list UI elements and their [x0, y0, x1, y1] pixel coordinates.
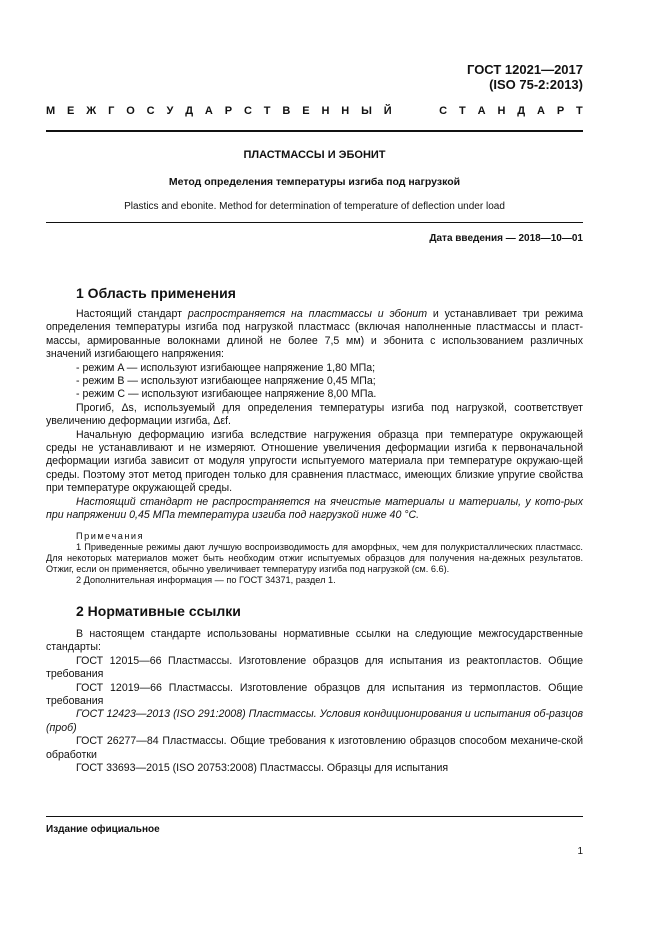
banner-letter: Р [224, 105, 233, 117]
interstate-standard-banner [46, 105, 583, 117]
reference-item [46, 708, 583, 735]
refs-intro: В настоящем стандарте использованы нормативные ссылки на следующие межгосударственные стандарты: [46, 628, 583, 654]
english-title: Plastics and ebonite. Method for determination of temperature of deflection under load [124, 201, 505, 212]
banner-letter: Д [185, 105, 194, 117]
method-title: Метод определения температуры изгиба под нагрузкой [168, 176, 461, 188]
banner-letter: Т [459, 105, 466, 117]
banner-letter: С [146, 105, 155, 117]
banner-letter: Р [556, 105, 565, 117]
banner-letter: Е [302, 105, 310, 117]
iso-number: (ISO 75-2:2013) [489, 77, 583, 92]
banner-letter: С [243, 105, 252, 117]
banner-letter: Ы [361, 105, 372, 117]
scope-paragraph-4 [46, 496, 583, 523]
scope-p1-start: Настоящий стандарт [76, 308, 188, 320]
banner-letter: Д [517, 105, 526, 117]
scope-p1-italic: распространяется на пластмассы и эбонит [187, 308, 428, 320]
note-2: 2 Дополнительная информация — по ГОСТ 34371, раздел 1. [76, 575, 336, 586]
page-number: 1 [577, 846, 583, 857]
footer-rule [46, 816, 583, 817]
mode-c-item: - режим C — используют изгибающее напряжение 8,00 МПа. [76, 388, 377, 401]
banner-letter: Н [321, 105, 330, 117]
scope-p1-end: и устанавливает три режима определения температуры изгиба под нагрузкой пластмасс (включая наполненные пластмассы и пласт-массы, армированные волокнами длиной не более 7,5 мм) и эбонита с использованием различных значений изгибающего напряжения: [46, 308, 583, 361]
banner-letter: Й [383, 105, 392, 117]
banner-letter: А [477, 105, 486, 117]
mode-b-item: - режим B — используют изгибающее напряжение 0,45 МПа; [76, 375, 376, 388]
section-1-heading: 1 Область применения [76, 285, 236, 301]
banner-letter: Т [263, 105, 271, 117]
reference-item: ГОСТ 12019—66 Пластмассы. Изготовление образцов для испытания из термопластов. Общие требования [46, 681, 583, 708]
scope-paragraph-3: Начальную деформацию изгиба вследствие нагружения образца при температуре окружающей среды не устанавливают и не измеряют. Отношение увеличения деформации изгиба к первоначальной деформации изгиба зависит от модуля упругости испытуемого материала при температуре окружаю-щей среды. Поэтому этот метод пригоден только для сравнения пластмасс, имеющих близкие упругие свойства при температуре окружающей среды. [46, 428, 583, 495]
reference-item: ГОСТ 33693—2015 (ISO 20753:2008) Пластмассы. Образцы для испытания [76, 762, 449, 775]
banner-letter: М [46, 105, 56, 117]
banner-letter: А [536, 105, 545, 117]
banner-letter: Н [497, 105, 506, 117]
notes-title: Примечания [76, 530, 145, 541]
header-rule [46, 130, 583, 132]
banner-letter: Г [108, 105, 115, 117]
banner-letter: С [439, 105, 448, 117]
scope-paragraph-1 [46, 308, 583, 362]
scope-paragraph-2: Прогиб, Δs, используемый для определения температуры изгиба под нагрузкой, соответствует увеличению деформации изгиба, Δεf. [46, 401, 583, 428]
reference-item: ГОСТ 26277—84 Пластмассы. Общие требования к изготовлению образцов способом механиче-ской обработки [46, 735, 583, 761]
note-1: 1 Приведенные режимы дают лучшую воспроизводимость для аморфных, чем для полукристаллических пластмасс. Для некоторых материалов может быть необходим отжиг испытуемых образцов для получения на-дежных результатов. Отжиг, если он применяется, обычно увеличивает температуру изгиба под нагрузкой (см. 6.6). [46, 541, 583, 575]
banner-letter: О [126, 105, 135, 117]
section-2-body [46, 628, 583, 775]
banner-letter: У [166, 105, 174, 117]
introduction-date: Дата введения — 2018—10—01 [429, 233, 583, 244]
banner-letter: А [204, 105, 213, 117]
banner-letter: Е [67, 105, 75, 117]
banner-letter: В [282, 105, 291, 117]
official-edition-label: Издание официальное [46, 824, 160, 835]
scope-p4-italic: Настоящий стандарт не распространяется на ячеистые материалы и материалы, у кото-рых при напряжении 0,45 МПа температура изгиба под нагрузкой ниже 40 °С. [46, 495, 583, 522]
section-1-body [46, 308, 583, 587]
document-title: ПЛАСТМАССЫ И ЭБОНИТ [243, 149, 386, 161]
notes-block [46, 531, 583, 587]
banner-letter: Т [576, 105, 583, 117]
banner-letter: Н [341, 105, 350, 117]
reference-item: ГОСТ 12015—66 Пластмассы. Изготовление образцов для испытания из реактопластов. Общие требования [46, 654, 583, 681]
title-rule [46, 222, 583, 223]
standard-number: ГОСТ 12021—2017 [467, 62, 583, 77]
standard-number-block [467, 62, 583, 92]
reference-item-italic: ГОСТ 12423—2013 (ISO 291:2008) Пластмассы. Условия кондиционирования и испытания об-разцов (проб) [46, 708, 583, 734]
mode-a-item: - режим A — используют изгибающее напряжение 1,80 МПа; [76, 361, 376, 374]
section-2-heading: 2 Нормативные ссылки [76, 603, 241, 619]
banner-letter: Ж [86, 105, 97, 117]
